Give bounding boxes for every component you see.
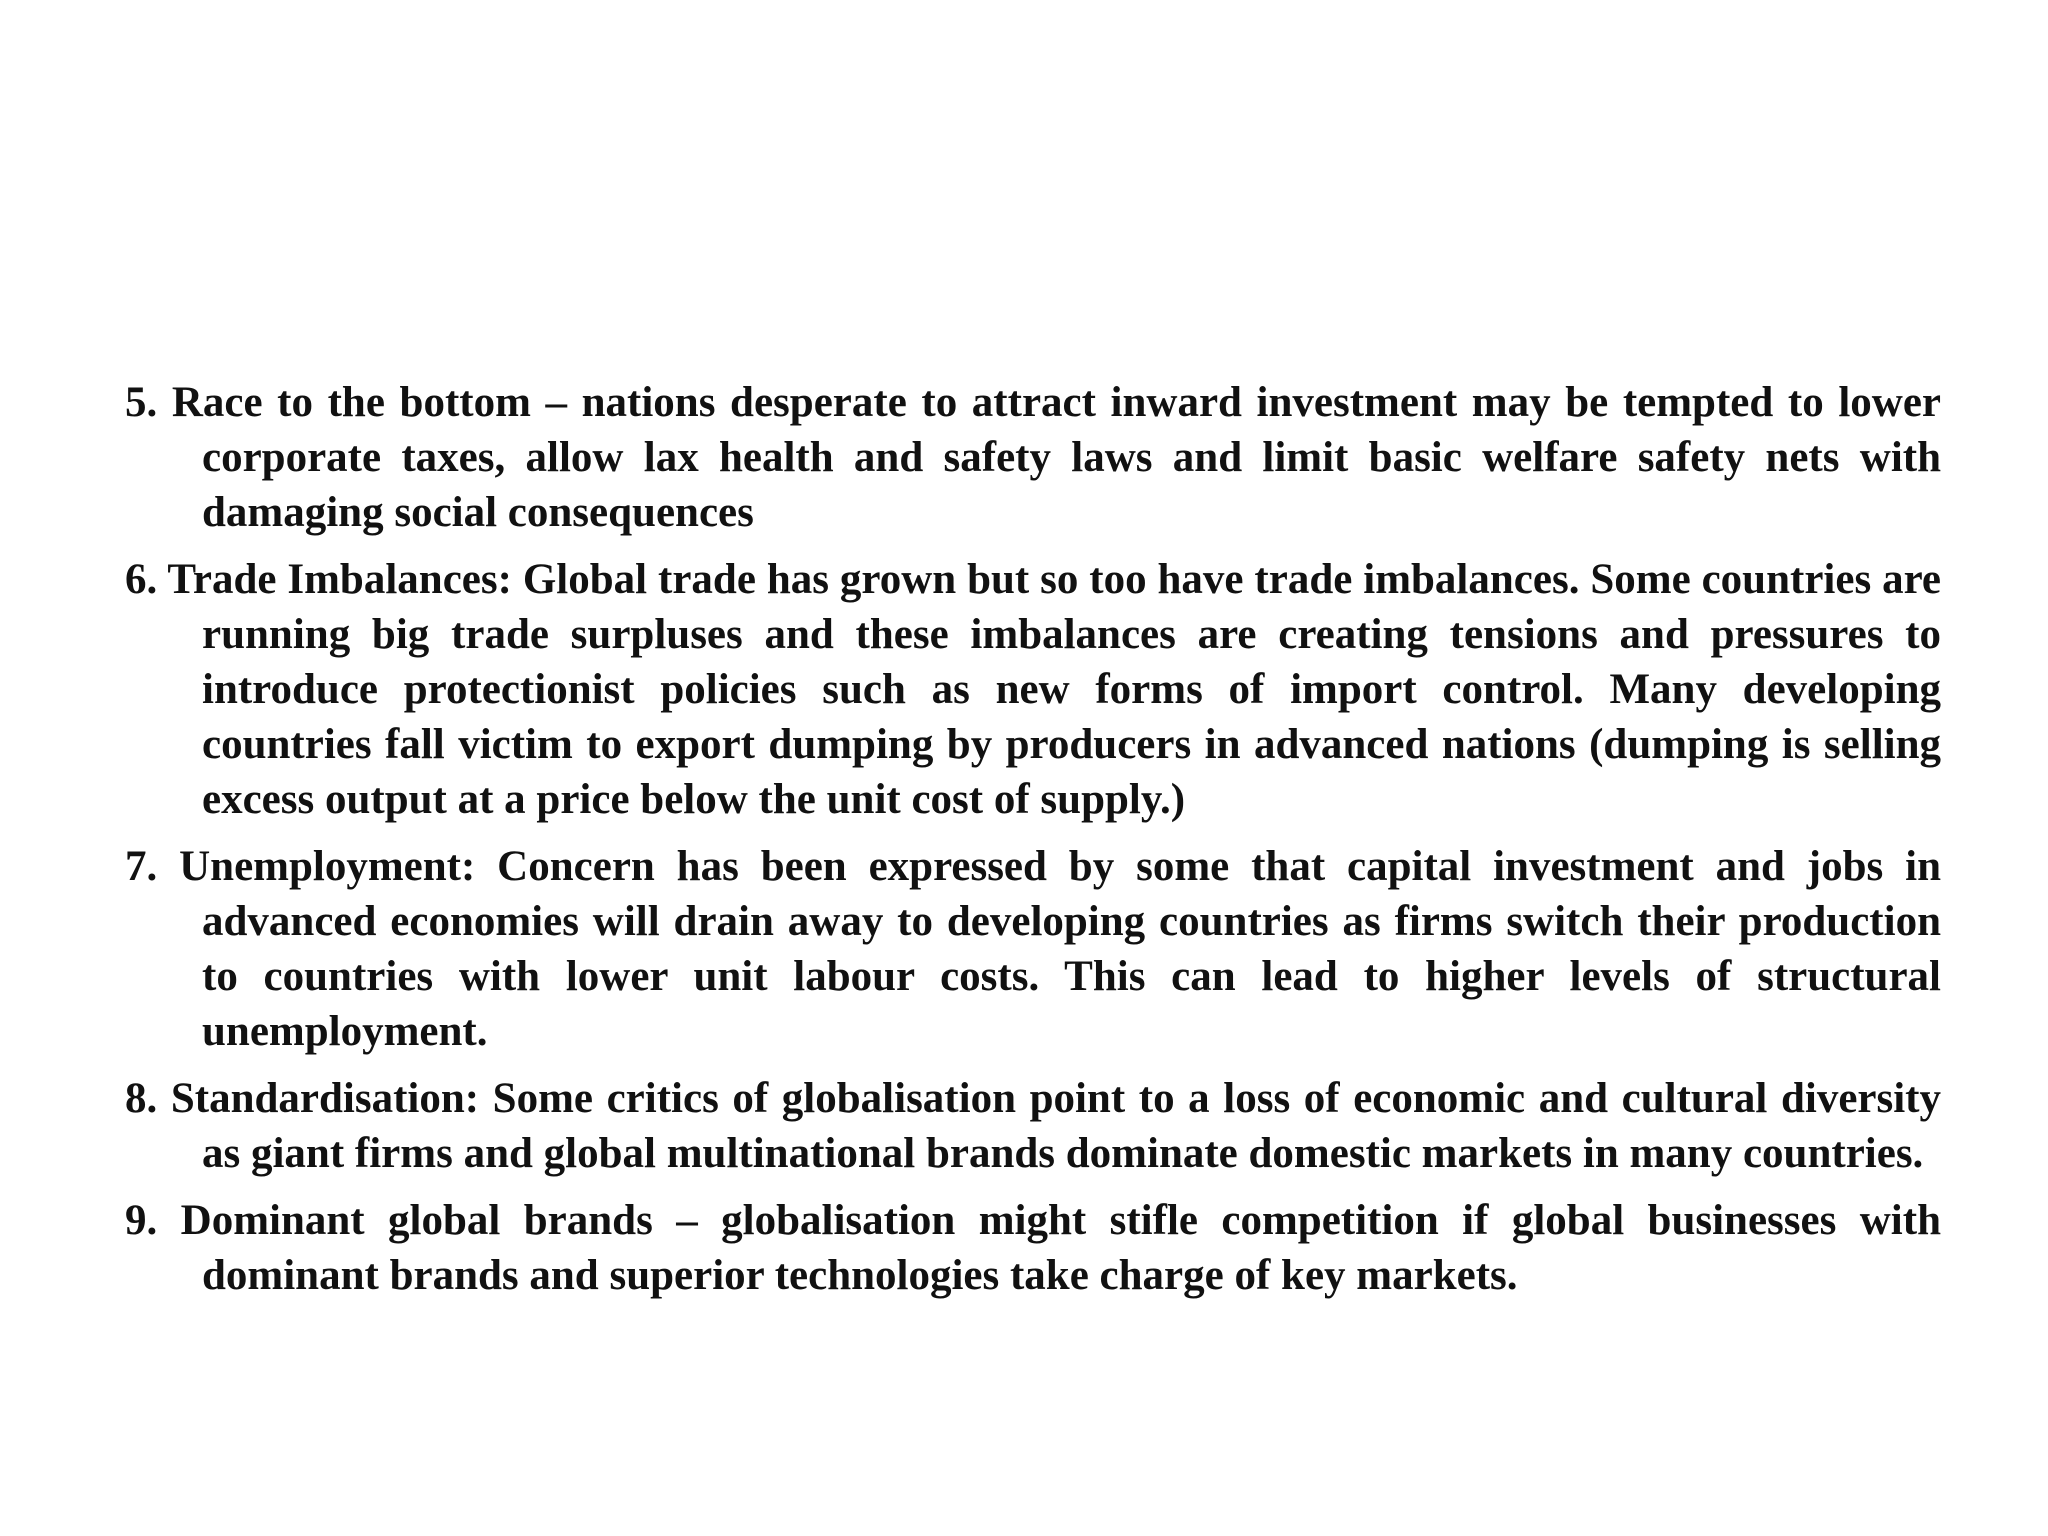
numbered-list: [125, 375, 1941, 1315]
list-item-dominant-global-brands: 9. Dominant global brands – globalisation might stifle competition if global businesses with dominant brands and superior technologies take charge of key markets.: [125, 1197, 1941, 1299]
list-item-standardisation: 8. Standardisation: Some critics of globalisation point to a loss of economic and cultural diversity as giant firms and global multinational brands dominate domestic markets in many countries.: [125, 1075, 1941, 1177]
list-item-trade-imbalances: 6. Trade Imbalances: Global trade has grown but so too have trade imbalances. Some countries are running big trade surpluses and these imbalances are creating tensions and pressures to introduce protectionist policies such as new forms of import control. Many developing countries fall victim to export dumping by producers in advanced nations (dumping is selling excess output at a price below the unit cost of supply.): [125, 556, 1941, 823]
list-item-unemployment: 7. Unemployment: Concern has been expressed by some that capital investment and jobs in advanced economies will drain away to developing countries as firms switch their production to countries with lower unit labour costs. This can lead to higher levels of structural unemployment.: [125, 843, 1941, 1055]
list-item-race-to-the-bottom: 5. Race to the bottom – nations desperate to attract inward investment may be tempted to lower corporate taxes, allow lax health and safety laws and limit basic welfare safety nets with damaging social consequences: [125, 379, 1941, 536]
